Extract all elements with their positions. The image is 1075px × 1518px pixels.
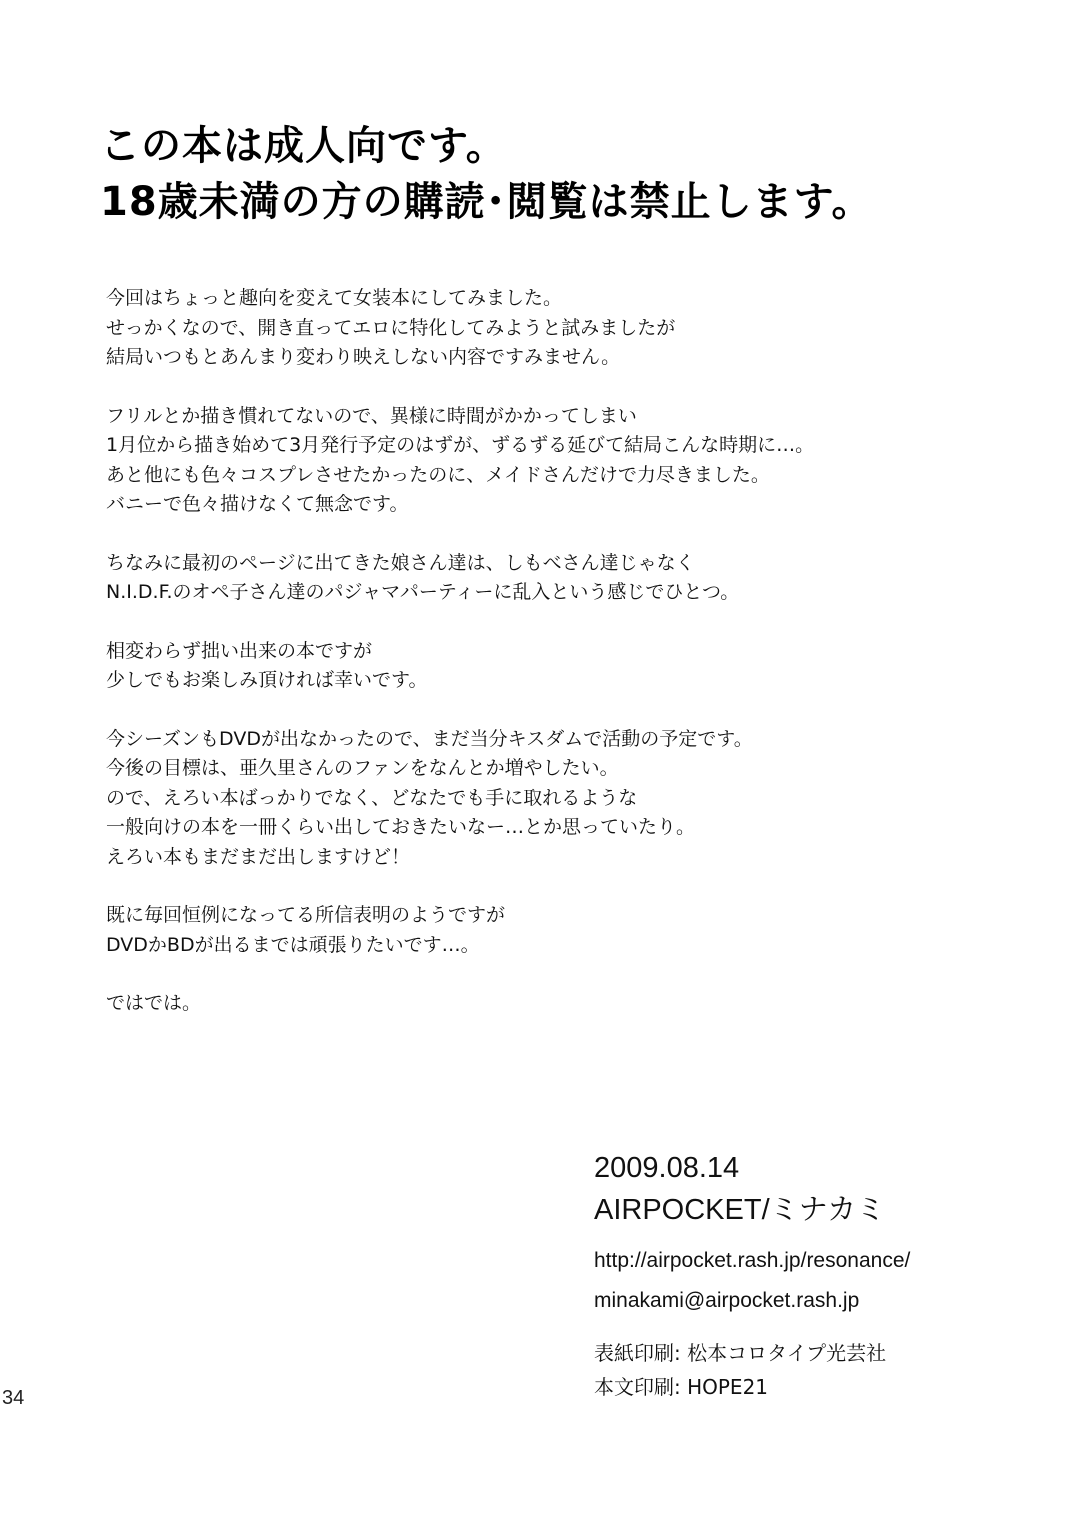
issue-date: 2009.08.14 (594, 1152, 740, 1184)
website-url: http://airpocket.rash.jp/resonance/ (594, 1249, 911, 1272)
page-number: 34 (2, 1387, 25, 1409)
colophon (594, 1148, 1034, 1404)
afterword-paragraph (106, 402, 1006, 520)
afterword-line: 一般向けの本を一冊くらい出しておきたいなー…とか思っていたり。 (106, 816, 696, 838)
afterword-line: N.I.D.F.のオペ子さん達のパジャマパーティーに乱入という感じでひとつ。 (106, 581, 740, 603)
afterword-line: せっかくなので、開き直ってエロに特化してみようと試みましたが (106, 316, 676, 339)
afterword-line: ちなみに最初のページに出てきた娘さん達は、しもべさん達じゃなく (106, 551, 695, 574)
printer-credits (594, 1336, 1034, 1404)
afterword-line: 相変わらず拙い出来の本ですが (106, 639, 373, 662)
afterword-paragraph (106, 901, 1006, 960)
afterword-paragraph (106, 284, 1006, 373)
afterword-line: 今後の目標は、亜久里さんのファンをなんとか増やしたい。 (106, 757, 619, 779)
afterword-line: 今回はちょっと趣向を変えて女装本にしてみました。 (106, 287, 563, 309)
body-printer: 本文印刷: HOPE21 (594, 1375, 769, 1399)
age-warning (100, 118, 1000, 230)
afterword-line: 結局いつもとあんまり変わり映えしない内容ですみません。 (106, 346, 621, 368)
afterword-line: バニーで色々描けなくて無念です。 (106, 493, 409, 515)
afterword-line: 少しでもお楽しみ頂ければ幸いです。 (106, 669, 428, 691)
afterword-line: 1月位から描き始めて3月発行予定のはずが、ずるずる延びて結局こんな時期に…。 (106, 434, 815, 456)
afterword-line: フリルとか描き慣れてないので、異様に時間がかかってしまい (106, 404, 637, 427)
afterword-line: えろい本もまだまだ出しますけど！ (106, 845, 411, 868)
afterword-paragraph (106, 549, 1006, 608)
afterword-line: ので、えろい本ばっかりでなく、どなたでも手に取れるような (106, 786, 638, 809)
afterword-paragraph (106, 725, 1006, 873)
afterword-line: ではでは。 (106, 992, 202, 1014)
afterword-paragraph (106, 637, 1006, 696)
afterword-text (106, 284, 1006, 1048)
afterword-line: 既に毎回恒例になってる所信表明のようですが (106, 904, 506, 926)
age-warning-line-1: この本は成人向です。 (100, 123, 507, 169)
afterword-line: 今シーズンもDVDが出なかったので、まだ当分キスダムで活動の予定です。 (106, 727, 753, 750)
cover-printer: 表紙印刷: 松本コロタイプ光芸社 (594, 1341, 887, 1365)
afterword-line: あと他にも色々コスプレさせたかったのに、メイドさんだけで力尽きました。 (106, 463, 770, 486)
circle-author: AIRPOCKET/ミナカミ (594, 1194, 886, 1226)
contact-email: minakami@airpocket.rash.jp (594, 1289, 860, 1312)
afterword-paragraph (106, 989, 1006, 1019)
age-warning-line-2: 18歳未満の方の購読･閲覧は禁止します。 (100, 179, 873, 225)
afterword-line: DVDかBDが出るまでは頑張りたいです…。 (106, 933, 480, 956)
